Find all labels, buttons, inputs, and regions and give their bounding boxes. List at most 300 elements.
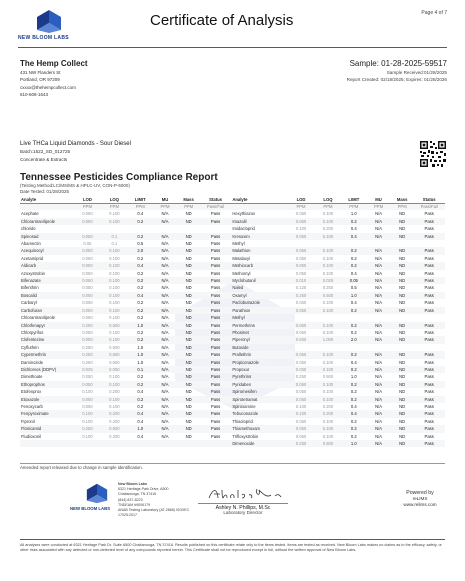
batch-number: Batch:1622_SD_012725: [20, 149, 71, 155]
table-cell: 1.0: [128, 322, 153, 329]
table-cell: Fipronil: [21, 418, 35, 424]
table-cell: 0.100: [314, 425, 341, 432]
table-cell: ND: [185, 255, 192, 261]
table-cell: N/A: [161, 241, 169, 247]
table-cell: ND: [399, 418, 406, 424]
table-cell: ND: [399, 300, 406, 306]
table-cell: Phosmet: [232, 329, 249, 335]
signer-title: Laboratory Director: [223, 510, 263, 515]
table-cell: 0.100: [82, 389, 93, 395]
table-cell: 0.2: [128, 396, 153, 403]
table-cell: Fludioxonil: [21, 433, 42, 439]
table-cell: ND: [391, 218, 413, 225]
table-cell: 0.250: [288, 440, 315, 447]
table-cell: ND: [391, 336, 413, 343]
table-cell: ND: [185, 344, 192, 350]
table-cell: 0.050: [82, 329, 93, 335]
table-cell: N/A: [366, 425, 391, 432]
table-cell: Dimethoate: [21, 374, 43, 380]
table-cell: [413, 314, 445, 321]
table-cell: ND: [391, 425, 413, 432]
table-cell: N/A: [366, 247, 391, 254]
table-cell: ND: [177, 277, 199, 284]
table-cell: Pass: [200, 366, 231, 373]
table-cell: ND: [185, 300, 192, 306]
table-cell: Acequinocyl: [20, 247, 74, 254]
address-line: New Bloom Labs: [118, 482, 147, 486]
table-cell: Chlorfenapyr: [20, 322, 74, 329]
table-cell: ND: [185, 329, 192, 335]
page-number: Page 4 of 7: [421, 10, 447, 16]
signature-image: [205, 486, 285, 502]
address-line: (844) 837-8223: [118, 497, 143, 502]
column-header: Mass: [177, 196, 199, 204]
table-cell: 0.2: [350, 255, 357, 261]
table-cell: 0.2: [137, 270, 144, 276]
table-cell: 0.100: [314, 381, 341, 388]
header: [0, 0, 465, 48]
table-cell: 0.250: [74, 351, 101, 358]
table-cell: N/A: [375, 255, 383, 261]
table-cell: 0.2: [341, 425, 366, 432]
table-cell: 0.200: [109, 389, 120, 395]
table-row: [20, 366, 445, 373]
table-row: [20, 418, 445, 425]
table-cell: [314, 240, 341, 247]
table-cell: Cyfluthrin: [21, 344, 39, 350]
table-cell: Pass: [424, 211, 434, 217]
table-cell: 0.4: [350, 403, 357, 409]
table-cell: ND: [177, 396, 199, 403]
table-cell: ND: [185, 374, 192, 380]
table-cell: Carbaryl: [21, 300, 37, 306]
document-title: Certificate of Analysis: [150, 12, 294, 29]
table-cell: N/A: [161, 418, 169, 424]
column-header: LOD: [74, 196, 101, 204]
table-cell: 1.0: [128, 351, 153, 358]
table-cell: 0.050: [288, 233, 315, 240]
bloom-logo-icon: [84, 482, 110, 504]
table-cell: ND: [399, 359, 406, 365]
table-cell: 0.4: [137, 433, 144, 439]
client-phone: 610-608-1643: [20, 91, 49, 97]
table-cell: ND: [177, 351, 199, 358]
table-cell: Abamectin: [21, 241, 41, 247]
lab-address: [118, 482, 208, 518]
table-cell: 0.050: [74, 218, 101, 225]
table-cell: 0.2: [128, 336, 153, 343]
table-cell: 0.050: [295, 211, 307, 217]
table-cell: 0.050: [288, 218, 315, 225]
table-cell: [200, 440, 231, 447]
address-line: TNDEAM #9006179: [118, 502, 151, 507]
table-cell: Pass: [200, 410, 231, 417]
table-cell: N/A: [153, 396, 178, 403]
table-cell: 0.5: [350, 285, 357, 291]
table-cell: ND: [391, 292, 413, 299]
table-cell: 0.2: [341, 381, 366, 388]
qr-code-icon: [419, 140, 447, 168]
unit-cell: PPM: [128, 204, 153, 211]
table-cell: Pass: [200, 307, 231, 314]
table-row: [20, 381, 445, 388]
testing-method: (Testing Method:LC/MS/MS & HPLC-UV, CON-P-5000): [20, 183, 130, 188]
table-cell: Dichlorvos (DDPV): [20, 366, 74, 373]
table-cell: 0.100: [314, 307, 341, 314]
table-cell: Pass: [413, 425, 445, 432]
table-cell: 0.100: [101, 396, 128, 403]
table-cell: ND: [185, 241, 192, 247]
table-cell: Pass: [424, 226, 434, 232]
table-cell: Hexythiazox: [232, 211, 256, 217]
table-cell: [153, 225, 178, 232]
table-cell: 0.2: [128, 277, 153, 284]
table-cell: 0.050: [295, 255, 307, 261]
table-cell: 0.100: [101, 307, 128, 314]
table-cell: N/A: [161, 389, 169, 395]
table-cell: ND: [391, 322, 413, 329]
amendment-note: Amended report released due to change in sample identification.: [20, 463, 445, 470]
table-cell: ND: [177, 322, 199, 329]
table-cell: ND: [177, 233, 199, 240]
table-cell: 0.1: [101, 233, 128, 240]
table-cell: ND: [399, 270, 406, 276]
table-cell: 0.050: [82, 374, 93, 380]
table-cell: 0.050: [288, 381, 315, 388]
powered-by-block: [395, 490, 445, 508]
table-cell: 0.050: [82, 403, 93, 409]
table-cell: Carbofuran: [20, 307, 74, 314]
table-cell: 0.4: [341, 410, 366, 417]
table-cell: Paclobutrazole: [232, 300, 261, 306]
table-cell: Pass: [413, 410, 445, 417]
table-cell: 0.100: [314, 396, 341, 403]
table-cell: Parathion: [231, 307, 287, 314]
table-cell: Chlorantraniliprole: [20, 218, 74, 225]
table-cell: [366, 240, 391, 247]
table-cell: ND: [177, 366, 199, 373]
table-row: [20, 336, 445, 343]
table-cell: Pass: [210, 374, 221, 380]
table-cell: 0.100: [109, 270, 120, 276]
table-cell: [288, 240, 315, 247]
sample-id: Sample: 01-28-2025-59517: [349, 59, 447, 68]
table-cell: 0.4: [350, 300, 357, 306]
table-cell: N/A: [375, 285, 383, 291]
table-cell: 0.100: [322, 433, 334, 439]
column-header: Analyte: [20, 196, 74, 204]
column-header: LIMIT: [128, 196, 153, 204]
product-name: Live THCa Liquid Diamonds - Sour Diesel: [20, 141, 131, 147]
table-cell: N/A: [375, 270, 383, 276]
table-cell: 0.500: [101, 322, 128, 329]
table-cell: Pass: [210, 241, 221, 247]
table-cell: N/A: [375, 359, 383, 365]
unit-cell: Pass/Fail: [413, 204, 445, 211]
table-row: [20, 322, 445, 329]
table-cell: ND: [177, 307, 199, 314]
address-line: 6321 Heritage Park Drive, A500: [118, 487, 169, 492]
table-cell: N/A: [161, 374, 169, 380]
table-cell: 0.100: [288, 410, 315, 417]
table-cell: Pass: [210, 418, 221, 424]
table-cell: [128, 225, 153, 232]
table-cell: 0.250: [82, 359, 93, 365]
table-cell: 0.4: [137, 418, 144, 424]
disclaimer: All analyses were conducted at 6321 Heritage Park Dr. Suite A500 Chattanooga, TN 37416. Results published on this certificate relate only to the items tested. Items are tested as received. New Bloom Labs makes no claims as to the efficacy, safety, or other risks associated with any detected or non-detected level of any compounds reported herein. This Certificate shall not be reproduced except in full, without the written approval of New Bloom Labs.: [20, 539, 445, 553]
client-address-line2: Portland, OR 97209: [20, 77, 60, 83]
table-cell: Imidacloprid: [232, 226, 255, 232]
table-cell: Pass: [424, 300, 434, 306]
table-cell: Metalaxyl: [232, 255, 250, 261]
table-cell: Fenpyroximate: [20, 410, 74, 417]
table-cell: Pass: [424, 374, 434, 380]
table-cell: 0.100: [109, 255, 120, 261]
section-header: [20, 172, 450, 195]
table-cell: [341, 314, 366, 321]
table-cell: 0.05: [341, 277, 366, 284]
table-cell: Pass: [413, 292, 445, 299]
column-header: MU: [366, 196, 391, 204]
table-cell: 0.100: [314, 262, 341, 269]
table-cell: N/A: [161, 329, 169, 335]
table-cell: 0.050: [101, 366, 128, 373]
table-cell: 0.050: [295, 418, 307, 424]
client-address-line1: 431 NW Flanders St: [20, 70, 61, 75]
table-cell: 0.2: [341, 366, 366, 373]
table-cell: 0.500: [288, 336, 315, 343]
table-cell: Spiroxamine: [232, 403, 256, 409]
table-cell: 0.100: [322, 300, 334, 306]
table-cell: [341, 344, 366, 351]
table-cell: 0.050: [295, 329, 307, 335]
table-cell: Pyrethrins: [232, 374, 252, 380]
table-cell: Pass: [200, 336, 231, 343]
table-cell: ND: [185, 315, 192, 321]
table-cell: Myclobutanil: [231, 277, 287, 284]
table-cell: 0.100: [322, 255, 334, 261]
table-cell: ND: [177, 247, 199, 254]
unit-cell: PPM: [74, 204, 101, 211]
table-cell: 0.250: [295, 374, 307, 380]
table-cell: ND: [391, 396, 413, 403]
table-cell: N/A: [366, 396, 391, 403]
table-cell: 0.100: [314, 247, 341, 254]
table-cell: N/A: [153, 218, 178, 225]
column-header: Mass: [391, 196, 413, 204]
table-cell: 0.2: [350, 389, 357, 395]
unit-cell: PPM: [177, 204, 199, 211]
table-cell: 0.025: [314, 277, 341, 284]
table-cell: 0.050: [295, 389, 307, 395]
table-cell: N/A: [375, 418, 383, 424]
table-cell: N/A: [153, 351, 178, 358]
table-cell: N/A: [366, 262, 391, 269]
table-cell: 0.100: [101, 247, 128, 254]
table-cell: N/A: [153, 322, 178, 329]
table-cell: Propiconazole: [232, 359, 259, 365]
table-cell: Pass: [413, 277, 445, 284]
pesticides-table: [20, 196, 445, 447]
table-row: [20, 433, 445, 440]
table-cell: [366, 314, 391, 321]
table-cell: Chlorantraniliprole: [21, 315, 55, 321]
table-cell: 0.2: [137, 300, 144, 306]
table-cell: [314, 314, 341, 321]
table-cell: 0.200: [314, 410, 341, 417]
table-cell: [153, 440, 178, 447]
table-cell: Pass: [200, 277, 231, 284]
table-cell: Bifenazate: [20, 277, 74, 284]
table-cell: N/A: [161, 433, 169, 439]
table-cell: 0.100: [101, 381, 128, 388]
table-cell: 0.1: [111, 241, 118, 247]
table-cell: 0.100: [109, 403, 120, 409]
table-cell: 0.050: [288, 262, 315, 269]
table-cell: 0.050: [82, 300, 93, 306]
table-cell: Pass: [413, 218, 445, 225]
table-row: [20, 210, 445, 217]
table-cell: 0.2: [341, 322, 366, 329]
table-cell: 0.500: [101, 351, 128, 358]
unit-cell: PPM: [288, 204, 315, 211]
table-cell: Pass: [200, 262, 231, 269]
table-cell: 1.0: [350, 211, 357, 217]
table-cell: ND: [391, 440, 413, 447]
table-cell: 0.4: [128, 262, 153, 269]
table-cell: Ethoprophos: [20, 381, 74, 388]
unit-cell: PPM: [101, 204, 128, 211]
table-row: [20, 307, 445, 314]
table-cell: Pass: [424, 285, 434, 291]
table-cell: Propoxur: [231, 366, 287, 373]
table-cell: N/A: [375, 433, 383, 439]
report-created: Report Created: 02/18/2025; Expires: 01/28/2026: [346, 77, 447, 83]
table-header-row: [20, 196, 445, 204]
table-row: [20, 425, 445, 432]
table-cell: N/A: [375, 226, 383, 232]
table-cell: 0.4: [137, 389, 144, 395]
table-cell: Dimenoxide: [231, 440, 287, 447]
table-cell: 0.050: [74, 277, 101, 284]
table-cell: [288, 344, 315, 351]
table-cell: N/A: [375, 389, 383, 395]
table-cell: 0.2: [128, 381, 153, 388]
table-row: [20, 388, 445, 395]
table-row: [20, 233, 445, 240]
table-cell: 0.050: [82, 255, 93, 261]
unit-cell: PPM: [341, 204, 366, 211]
table-cell: 0.4: [137, 211, 144, 217]
table-cell: 0.100: [322, 418, 334, 424]
table-cell: Pass: [200, 247, 231, 254]
table-cell: 0.4: [350, 270, 357, 276]
table-cell: N/A: [366, 351, 391, 358]
table-cell: 0.2: [137, 329, 144, 335]
table-cell: Bifenthrin: [21, 285, 39, 291]
table-cell: 0.4: [350, 226, 357, 232]
table-row: [20, 299, 445, 306]
table-cell: 0.2: [350, 418, 357, 424]
table-cell: ND: [399, 329, 406, 335]
table-cell: Spiromesifen: [232, 389, 257, 395]
bloom-logo-icon: [34, 8, 64, 34]
table-cell: Pass: [413, 247, 445, 254]
table-cell: Pass: [200, 218, 231, 225]
address-line: Chattanooga, TN 37416: [118, 492, 157, 497]
table-cell: Pass: [200, 233, 231, 240]
table-cell: 0.100: [314, 351, 341, 358]
table-cell: 0.250: [82, 344, 93, 350]
table-cell: N/A: [161, 270, 169, 276]
powered-by-label: Powered by: [406, 490, 434, 496]
table-cell: N/A: [366, 307, 391, 314]
table-cell: N/A: [153, 366, 178, 373]
table-cell: 0.050: [74, 247, 101, 254]
table-cell: Pass: [200, 292, 231, 299]
table-cell: Pass: [210, 359, 221, 365]
table-row: [20, 351, 445, 358]
unit-cell: PPM: [391, 204, 413, 211]
table-cell: ND: [391, 410, 413, 417]
table-cell: Oxamyl: [231, 292, 287, 299]
table-cell: 0.2: [137, 285, 144, 291]
table-cell: Pass: [200, 396, 231, 403]
table-cell: 1.0: [128, 425, 153, 432]
table-cell: Spinosad: [20, 233, 74, 240]
table-cell: N/A: [153, 410, 178, 417]
footer: [0, 478, 465, 581]
table-cell: 0.200: [101, 410, 128, 417]
table-cell: 0.050: [288, 247, 315, 254]
table-cell: 0.125: [295, 285, 307, 291]
table-cell: Pass: [424, 359, 434, 365]
unit-cell: PPM: [366, 204, 391, 211]
client-email: cxxxx@thehempcollect.com: [20, 84, 76, 90]
table-row: [20, 373, 445, 380]
table-row: [20, 359, 445, 366]
table-cell: N/A: [153, 425, 178, 432]
table-cell: 0.2: [137, 255, 144, 261]
table-cell: 0.100: [109, 285, 120, 291]
table-cell: 0.250: [74, 425, 101, 432]
sample-block: [347, 58, 447, 83]
table-cell: Prallethrin: [231, 351, 287, 358]
table-cell: Imazalil: [231, 218, 287, 225]
table-cell: Thiacloprid: [232, 418, 253, 424]
table-cell: 0.2: [137, 315, 144, 321]
table-cell: 0.050: [288, 307, 315, 314]
table-row: [20, 329, 445, 336]
table-cell: Fenoxycarb: [21, 403, 43, 409]
table-cell: Pass: [413, 396, 445, 403]
table-cell: [177, 440, 199, 447]
table-cell: Pass: [200, 381, 231, 388]
table-cell: Pass: [413, 336, 445, 343]
table-cell: 0.050: [288, 351, 315, 358]
table-cell: Pass: [413, 233, 445, 240]
table-cell: ND: [177, 381, 199, 388]
table-cell: [413, 344, 445, 351]
table-cell: 0.050: [82, 211, 93, 217]
table-cell: ND: [177, 292, 199, 299]
table-cell: 0.050: [295, 433, 307, 439]
table-cell: Pass: [424, 389, 434, 395]
table-cell: Piperonyl: [231, 336, 287, 343]
table-row: [20, 344, 445, 351]
table-cell: [366, 344, 391, 351]
table-cell: 0.050: [295, 270, 307, 276]
